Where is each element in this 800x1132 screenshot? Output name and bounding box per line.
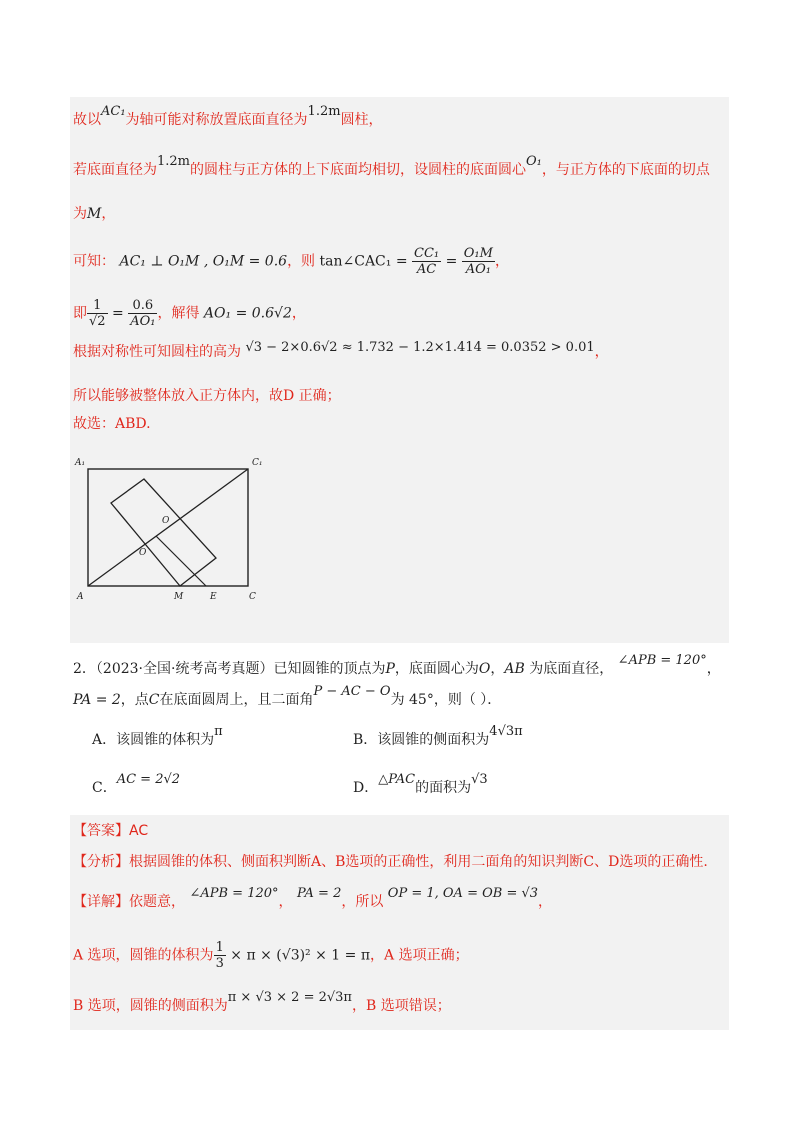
- math-m: M: [87, 206, 102, 222]
- text: 为: [73, 206, 87, 222]
- math-pa: PA = 2: [296, 886, 342, 901]
- option-b[interactable]: [353, 724, 523, 751]
- label-a1: A₁: [75, 458, 86, 468]
- fraction-06-ao1: [128, 298, 157, 329]
- text: ，与正方体的下底面的切点: [541, 162, 710, 178]
- solution-line-8: 故选：ABD.: [73, 416, 151, 432]
- detail-line-a: [73, 940, 469, 971]
- label-o-lower: O: [139, 548, 147, 558]
- math-ab: AB: [504, 661, 525, 677]
- denominator: 3: [215, 956, 224, 971]
- text: 根据对称性可知圆柱的高为: [73, 344, 241, 360]
- text: ，所以: [341, 894, 384, 910]
- math-ac1: AC₁: [101, 104, 126, 119]
- question-number: 2．: [73, 661, 96, 677]
- answer-line: [73, 821, 148, 841]
- text: 已知圆锥的顶点为: [273, 661, 386, 677]
- solution-line-4: [73, 246, 509, 277]
- solution-line-1: [73, 104, 383, 131]
- text: 依题意，: [129, 894, 185, 910]
- detail-line-b: [73, 990, 451, 1017]
- math-triangle-pac: △PAC: [378, 772, 416, 787]
- label-c: C: [249, 592, 256, 602]
- cube-cross-section-figure: [72, 453, 272, 605]
- text: 为 45°，则（ ）．: [390, 692, 502, 708]
- text: ，: [538, 894, 553, 910]
- math-tan: tan∠CAC₁ =: [319, 253, 408, 270]
- text: ，A 选项正确；: [370, 947, 469, 964]
- text: 可知：: [73, 253, 115, 270]
- fraction-one-third: [214, 940, 226, 971]
- math-ao1-value: AO₁ = 0.6√2: [203, 305, 292, 322]
- solution-line-7: 所以能够被整体放入正方体内，故D 正确；: [73, 388, 341, 404]
- math-ac-length: AC = 2√2: [116, 772, 181, 787]
- numerator: CC₁: [414, 246, 440, 261]
- label-a: A: [77, 592, 84, 602]
- text: ，: [291, 305, 306, 322]
- analysis-label: 【分析】: [73, 854, 129, 870]
- analysis-line: [73, 852, 708, 872]
- text: 圆柱，: [340, 112, 383, 128]
- text: ，点: [120, 692, 149, 708]
- text: 为底面直径，: [524, 661, 614, 677]
- question-2-line-2: [73, 684, 502, 711]
- label-e: E: [210, 592, 217, 602]
- text: ，底面圆心为: [394, 661, 479, 677]
- option-d-text: D．: [353, 780, 379, 796]
- cylinder-rectangle: [111, 479, 216, 586]
- option-c-text: C．: [92, 780, 117, 796]
- text: ，: [594, 344, 609, 360]
- math-pi: π: [214, 724, 223, 739]
- math-lateral-area: 4√3π: [489, 724, 523, 739]
- text: ，B 选项错误；: [351, 998, 451, 1014]
- text: ，: [494, 253, 509, 270]
- solution-line-2: [73, 154, 710, 181]
- solution-line-5: [73, 298, 306, 329]
- math-lateral-area: π × √3 × 2 = 2√3π: [227, 990, 352, 1005]
- fraction-1-sqrt2: [87, 298, 108, 329]
- fraction-cc1-ac: [412, 246, 441, 277]
- text: ，解得: [157, 305, 200, 322]
- option-d[interactable]: [353, 772, 488, 799]
- text: ，: [706, 661, 721, 677]
- numerator: O₁M: [463, 246, 493, 261]
- math-equals: =: [445, 253, 458, 270]
- text: B 选项，圆锥的侧面积为: [73, 998, 228, 1014]
- text: ，则: [287, 253, 316, 270]
- label-m: M: [174, 592, 184, 602]
- question-source: （2023·全国·统考高考真题）: [95, 661, 274, 677]
- text: ，: [490, 661, 505, 677]
- numerator: 0.6: [128, 298, 157, 314]
- text: 即: [73, 305, 87, 322]
- math-pa: PA = 2: [73, 692, 121, 708]
- answer-label: 【答案】: [73, 823, 129, 839]
- math-perpendicular: AC₁ ⊥ O₁M , O₁M = 0.6: [119, 253, 288, 270]
- math-dihedral: P − AC − O: [313, 684, 391, 699]
- math-angle-apb: ∠APB = 120°: [617, 653, 707, 668]
- answer-value: AC: [129, 823, 149, 839]
- text: ，: [101, 206, 116, 222]
- math-angle-apb: ∠APB = 120°: [189, 886, 279, 901]
- detail-line-1: [73, 886, 553, 913]
- text: 故以: [73, 112, 101, 128]
- math-diameter: 1.2m: [307, 104, 341, 119]
- text: 为轴可能对称放置底面直径为: [125, 112, 308, 128]
- math-diameter: 1.2m: [157, 154, 191, 169]
- detail-label: 【详解】: [73, 894, 129, 910]
- text: ，: [278, 894, 293, 910]
- denominator: AO₁: [130, 314, 156, 329]
- text: 在底面圆周上，且二面角: [159, 692, 314, 708]
- option-b-text: B．该圆锥的侧面积为: [353, 732, 490, 748]
- label-o-upper: O: [162, 516, 170, 526]
- math-p: P: [385, 661, 395, 677]
- solution-line-3: [73, 204, 115, 224]
- inner-segment: [156, 536, 206, 586]
- diagonal-ac1: [88, 469, 248, 586]
- math-equals: =: [112, 305, 124, 322]
- text: A 选项，圆锥的体积为: [73, 947, 214, 964]
- text: 若底面直径为: [73, 162, 157, 178]
- fraction-o1m-ao1: [462, 246, 495, 277]
- option-a[interactable]: [92, 724, 223, 751]
- numerator: 1: [215, 940, 224, 955]
- math-o: O: [478, 661, 491, 677]
- numerator: 1: [87, 298, 108, 314]
- solution-line-6: [73, 342, 609, 363]
- denominator: AO₁: [465, 262, 491, 277]
- math-op-oa: OP = 1, OA = OB = √3: [387, 886, 539, 901]
- text: 的面积为: [415, 780, 472, 796]
- option-a-text: A．该圆锥的体积为: [92, 732, 215, 748]
- math-o1: O₁: [526, 154, 542, 169]
- analysis-text: 根据圆锥的体积、侧面积判断A、B选项的正确性，利用二面角的知识判断C、D选项的正确性.: [129, 854, 708, 870]
- text: 的圆柱与正方体的上下底面均相切，设圆柱的底面圆心: [190, 162, 527, 178]
- denominator: √2: [89, 314, 106, 329]
- option-c[interactable]: [92, 772, 181, 799]
- label-c1: C₁: [252, 458, 263, 468]
- question-2-line-1: [73, 653, 721, 680]
- math-sqrt3: √3: [471, 772, 488, 787]
- math-height-calc: √3 − 2×0.6√2 ≈ 1.732 − 1.2×1.414 = 0.0352 > 0.01: [245, 340, 595, 355]
- denominator: AC: [416, 262, 437, 277]
- math-volume: × π × (√3)² × 1 = π: [230, 947, 371, 964]
- math-c: C: [148, 692, 160, 708]
